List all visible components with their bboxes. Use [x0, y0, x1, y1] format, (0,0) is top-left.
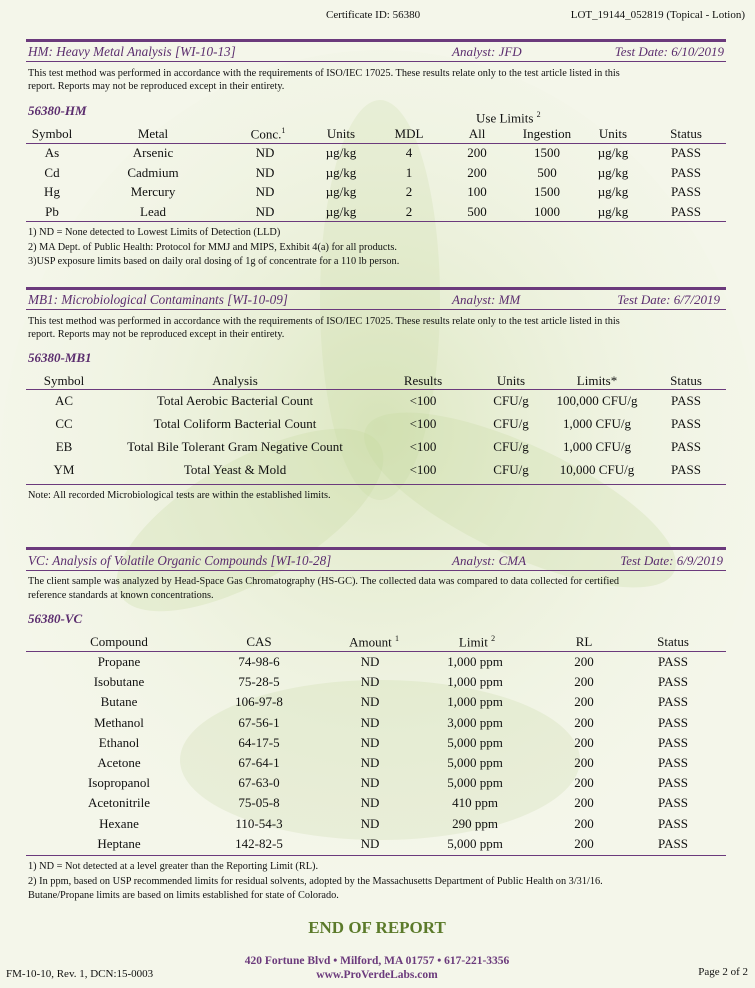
vc-col-compound: Compound	[90, 634, 148, 649]
hm-cell: PASS	[671, 145, 701, 160]
hm-use-limits-label: Use Limits $^2$	[476, 110, 541, 126]
mb-cell: <100	[409, 393, 437, 408]
vc-cell: 67-56-1	[238, 714, 280, 730]
vc-cell: PASS	[658, 694, 688, 710]
hm-cell: 100	[467, 184, 487, 200]
vc-cell: PASS	[658, 835, 688, 851]
hm-cell: ND	[255, 203, 275, 219]
hm-analyst: Analyst: JFD	[452, 44, 522, 59]
mb-note-line-2: report. Reports may not be reproduced except in their entirety.	[28, 329, 285, 340]
hm-cell: µg/kg	[325, 184, 357, 200]
mb-bottom-rule	[26, 484, 726, 485]
mb-sample-id: 56380-MB1	[28, 350, 92, 365]
hm-col-conc: Conc.$^1$	[250, 126, 286, 142]
mb-cell: <100	[409, 416, 437, 431]
mb-col-analysis: Analysis	[212, 373, 258, 388]
mb-table-row	[0, 393, 755, 416]
hm-cell: µg/kg	[597, 164, 629, 180]
vc-table-row	[0, 735, 755, 755]
vc-cell: PASS	[658, 795, 688, 811]
mb-col-status: Status	[670, 373, 702, 388]
mb-cell: CFU/g	[493, 462, 529, 477]
vc-cell: Heptane	[97, 835, 141, 851]
vc-table-row	[0, 654, 755, 674]
vc-cell: ND	[360, 795, 380, 811]
vc-header-rule	[26, 651, 726, 652]
hm-cell: 1500	[534, 184, 560, 200]
vc-cell: ND	[360, 835, 380, 851]
hm-cell: Hg	[44, 184, 60, 200]
vc-cell: 3,000 ppm	[447, 714, 503, 730]
mb-col-units: Units	[496, 373, 526, 388]
mb-cell: AC	[54, 393, 74, 408]
hm-col-ingestion: Ingestion	[522, 126, 572, 141]
vc-table-header	[0, 634, 755, 650]
vc-cell: 106-97-8	[235, 694, 283, 710]
vc-bottom-rule	[26, 855, 726, 856]
vc-cell: Acetone	[97, 755, 141, 770]
mb-cell: Total Aerobic Bacterial Count	[156, 393, 314, 408]
hm-cell: 2	[405, 203, 413, 219]
hm-cell: Cd	[44, 164, 60, 180]
vc-analyst: Analyst: CMA	[452, 553, 527, 568]
mb-cell: CFU/g	[493, 439, 529, 454]
hm-cell: 4	[405, 145, 413, 160]
hm-cell: ND	[255, 164, 275, 180]
vc-cell: Isobutane	[93, 674, 145, 690]
vc-cell: 200	[574, 775, 594, 791]
vc-cell: 200	[574, 755, 594, 770]
mb-title: MB1: Microbiological Contaminants [WI-10-09]	[28, 292, 288, 307]
vc-title-rule	[26, 570, 726, 571]
vc-cell: 75-28-5	[238, 674, 280, 690]
vc-col-amount: Amount $^1$	[349, 634, 399, 650]
hm-cell: 500	[537, 164, 557, 180]
hm-cell: 1000	[534, 203, 560, 219]
mb-note-line-1: This test method was performed in accordance with the requirements of ISO/IEC 17025. These results relate only to the test article listed in this	[28, 316, 620, 327]
hm-test-date: Test Date: 6/10/2019	[614, 44, 724, 59]
hm-note-line-2: report. Reports may not be reproduced except in their entirety.	[28, 81, 285, 92]
vc-cell: 1,000 ppm	[447, 694, 503, 710]
hm-cell: 2	[405, 184, 413, 200]
mb-cell: 10,000 CFU/g	[559, 462, 635, 477]
hm-col-symbol: Symbol	[31, 126, 73, 141]
vc-title: VC: Analysis of Volatile Organic Compounds [WI-10-28]	[28, 553, 332, 568]
hm-sample-id: 56380-HM	[28, 103, 87, 118]
hm-cell: Mercury	[130, 184, 176, 200]
hm-table-row	[0, 165, 755, 185]
vc-cell: ND	[360, 654, 380, 669]
vc-cell: ND	[360, 694, 380, 710]
vc-cell: 200	[574, 835, 594, 851]
hm-col-status: Status	[670, 126, 702, 141]
hm-top-rule	[26, 39, 726, 42]
vc-table-row	[0, 795, 755, 815]
form-number: FM-10-10, Rev. 1, DCN:15-0003	[6, 968, 154, 980]
mb-table-header	[0, 373, 755, 389]
vc-col-cas: CAS	[246, 634, 272, 649]
vc-top-rule	[26, 547, 726, 550]
vc-cell: 67-63-0	[238, 775, 280, 791]
mb-cell: YM	[53, 462, 75, 477]
hm-bottom-rule	[26, 221, 726, 222]
vc-footnote-1: 1) ND = Not detected at a level greater than the Reporting Limit (RL).	[28, 861, 319, 872]
vc-cell: 5,000 ppm	[447, 755, 503, 770]
hm-cell: µg/kg	[597, 184, 629, 200]
vc-cell: ND	[360, 815, 380, 831]
hm-col-metal: Metal	[137, 126, 169, 141]
hm-cell: µg/kg	[325, 203, 357, 219]
mb-cell: <100	[409, 439, 437, 454]
lab-website: www.ProVerdeLabs.com	[316, 969, 438, 981]
mb-cell: CFU/g	[493, 416, 529, 431]
vc-cell: PASS	[658, 734, 688, 750]
hm-cell: 200	[467, 164, 487, 180]
hm-cell: Lead	[140, 203, 166, 219]
vc-cell: PASS	[658, 775, 688, 791]
hm-cell: Cadmium	[127, 164, 179, 180]
hm-title: HM: Heavy Metal Analysis [WI-10-13]	[28, 44, 236, 59]
hm-cell: 500	[467, 203, 487, 219]
vc-cell: 410 ppm	[452, 795, 498, 811]
mb-header-rule	[26, 389, 726, 390]
end-of-report: END OF REPORT	[308, 918, 446, 937]
mb-cell: EB	[55, 439, 73, 454]
mb-cell: PASS	[671, 462, 701, 477]
hm-cell: 1500	[534, 145, 560, 160]
mb-cell: CFU/g	[493, 393, 529, 408]
mb-cell: 1,000 CFU/g	[563, 439, 631, 454]
hm-col-units-2: Units	[598, 126, 628, 141]
hm-table-row	[0, 184, 755, 204]
vc-cell: Isopropanol	[87, 775, 151, 791]
hm-cell: PASS	[671, 184, 701, 200]
hm-cell: Pb	[45, 203, 59, 219]
hm-cell: ND	[255, 184, 275, 200]
mb-cell: 1,000 CFU/g	[563, 416, 631, 431]
mb-col-limits: Limits*	[576, 373, 618, 388]
hm-cell: PASS	[671, 164, 701, 180]
vc-table-row	[0, 836, 755, 856]
lot-number: LOT_19144_052819 (Topical - Lotion)	[570, 9, 745, 21]
vc-table-row	[0, 674, 755, 694]
mb-cell: PASS	[671, 439, 701, 454]
vc-footnote-2: 2) In ppm, based on USP recommended limits for residual solvents, adopted by the Massachusetts Department of Public Health on 3/31/16.	[28, 876, 603, 887]
mb-cell: PASS	[671, 393, 701, 408]
vc-cell: ND	[360, 674, 380, 690]
hm-col-units: Units	[326, 126, 356, 141]
mb-footnote: Note: All recorded Microbiological tests are within the established limits.	[28, 490, 331, 501]
mb-title-rule	[26, 309, 726, 310]
hm-cell: 1	[405, 164, 413, 180]
vc-cell: 200	[574, 815, 594, 831]
vc-note-line-2: reference standards at known concentrations.	[28, 590, 214, 601]
vc-cell: Propane	[97, 654, 141, 669]
vc-cell: 1,000 ppm	[447, 674, 503, 690]
vc-cell: 1,000 ppm	[447, 654, 503, 669]
vc-cell: PASS	[658, 815, 688, 831]
vc-note-line-1: The client sample was analyzed by Head-Space Gas Chromatography (HS-GC). The collected data was compared to data collected for certified	[28, 576, 620, 587]
mb-cell: Total Yeast & Mold	[183, 462, 287, 477]
mb-col-symbol: Symbol	[43, 373, 85, 388]
mb-cell: PASS	[671, 416, 701, 431]
hm-col-all: All	[468, 126, 486, 141]
vc-cell: 200	[574, 734, 594, 750]
vc-cell: 5,000 ppm	[447, 775, 503, 791]
hm-cell: 200	[467, 145, 487, 160]
vc-sample-id: 56380-VC	[28, 611, 83, 626]
hm-table-row	[0, 145, 755, 165]
vc-cell: 67-64-1	[238, 755, 280, 770]
vc-cell: 290 ppm	[452, 815, 498, 831]
vc-cell: 142-82-5	[235, 835, 283, 851]
vc-cell: PASS	[658, 674, 688, 690]
vc-cell: Butane	[100, 694, 138, 710]
mb-table-row	[0, 462, 755, 485]
vc-cell: 5,000 ppm	[447, 734, 503, 750]
vc-cell: ND	[360, 755, 380, 770]
hm-cell: As	[44, 145, 60, 160]
hm-cell: Arsenic	[132, 145, 174, 160]
mb-cell: CC	[55, 416, 73, 431]
hm-footnote-2: 2) MA Dept. of Public Health: Protocol for MMJ and MIPS, Exhibit 4(a) for all products.	[28, 242, 397, 253]
mb-table-row	[0, 416, 755, 439]
vc-table-row	[0, 816, 755, 836]
hm-cell: PASS	[671, 203, 701, 219]
hm-cell: µg/kg	[597, 145, 629, 160]
hm-footnote-1: 1) ND = None detected to Lowest Limits of Detection (LLD)	[28, 227, 281, 238]
vc-cell: 75-05-8	[238, 795, 280, 811]
hm-title-rule	[26, 61, 726, 62]
hm-cell: µg/kg	[325, 145, 357, 160]
hm-cell: µg/kg	[597, 203, 629, 219]
hm-col-mdl: MDL	[394, 126, 424, 141]
mb-top-rule	[26, 287, 726, 290]
mb-cell: Total Bile Tolerant Gram Negative Count	[127, 439, 343, 454]
mb-analyst: Analyst: MM	[452, 292, 521, 307]
hm-table-header	[0, 126, 755, 142]
mb-cell: 100,000 CFU/g	[556, 393, 638, 408]
hm-cell: µg/kg	[325, 164, 357, 180]
vc-col-limit: Limit $^2$	[458, 634, 496, 650]
vc-table-row	[0, 755, 755, 775]
vc-footnote-3: Butane/Propane limits are based on limits established for state of Colorado.	[28, 890, 339, 901]
vc-cell: Ethanol	[98, 734, 140, 750]
vc-cell: ND	[360, 714, 380, 730]
hm-cell: ND	[255, 145, 275, 160]
vc-cell: 5,000 ppm	[447, 835, 503, 851]
vc-cell: 110-54-3	[235, 815, 283, 831]
mb-cell: Total Coliform Bacterial Count	[153, 416, 317, 431]
vc-cell: 200	[574, 694, 594, 710]
certificate-id: Certificate ID: 56380	[326, 9, 421, 21]
mb-test-date: Test Date: 6/7/2019	[617, 292, 720, 307]
vc-table-row	[0, 775, 755, 795]
vc-table-row	[0, 715, 755, 735]
hm-note-line-1: This test method was performed in accordance with the requirements of ISO/IEC 17025. These results relate only to the test article listed in this	[28, 68, 620, 79]
vc-cell: 200	[574, 654, 594, 669]
mb-cell: <100	[409, 462, 437, 477]
vc-cell: 64-17-5	[238, 734, 280, 750]
vc-cell: PASS	[658, 714, 688, 730]
page-number: Page 2 of 2	[698, 966, 748, 978]
vc-cell: ND	[360, 775, 380, 791]
vc-col-status: Status	[657, 634, 689, 649]
vc-cell: Hexane	[99, 815, 139, 831]
lab-address: 420 Fortune Blvd • Milford, MA 01757 • 617-221-3356	[244, 955, 510, 967]
vc-cell: Acetonitrile	[87, 795, 151, 811]
vc-cell: 74-98-6	[238, 654, 280, 669]
mb-table-row	[0, 439, 755, 462]
vc-cell: Methanol	[94, 714, 144, 730]
vc-test-date: Test Date: 6/9/2019	[620, 553, 723, 568]
hm-header-rule	[26, 143, 726, 144]
vc-cell: 200	[574, 795, 594, 811]
hm-footnote-3: 3)USP exposure limits based on daily oral dosing of 1g of concentrate for a 110 lb person.	[28, 256, 400, 267]
vc-table-row	[0, 694, 755, 714]
mb-col-results: Results	[403, 373, 443, 388]
vc-cell: 200	[574, 714, 594, 730]
vc-col-rl: RL	[575, 634, 593, 649]
vc-cell: ND	[360, 734, 380, 750]
vc-cell: PASS	[658, 755, 688, 770]
vc-cell: PASS	[658, 654, 688, 669]
vc-cell: 200	[574, 674, 594, 690]
